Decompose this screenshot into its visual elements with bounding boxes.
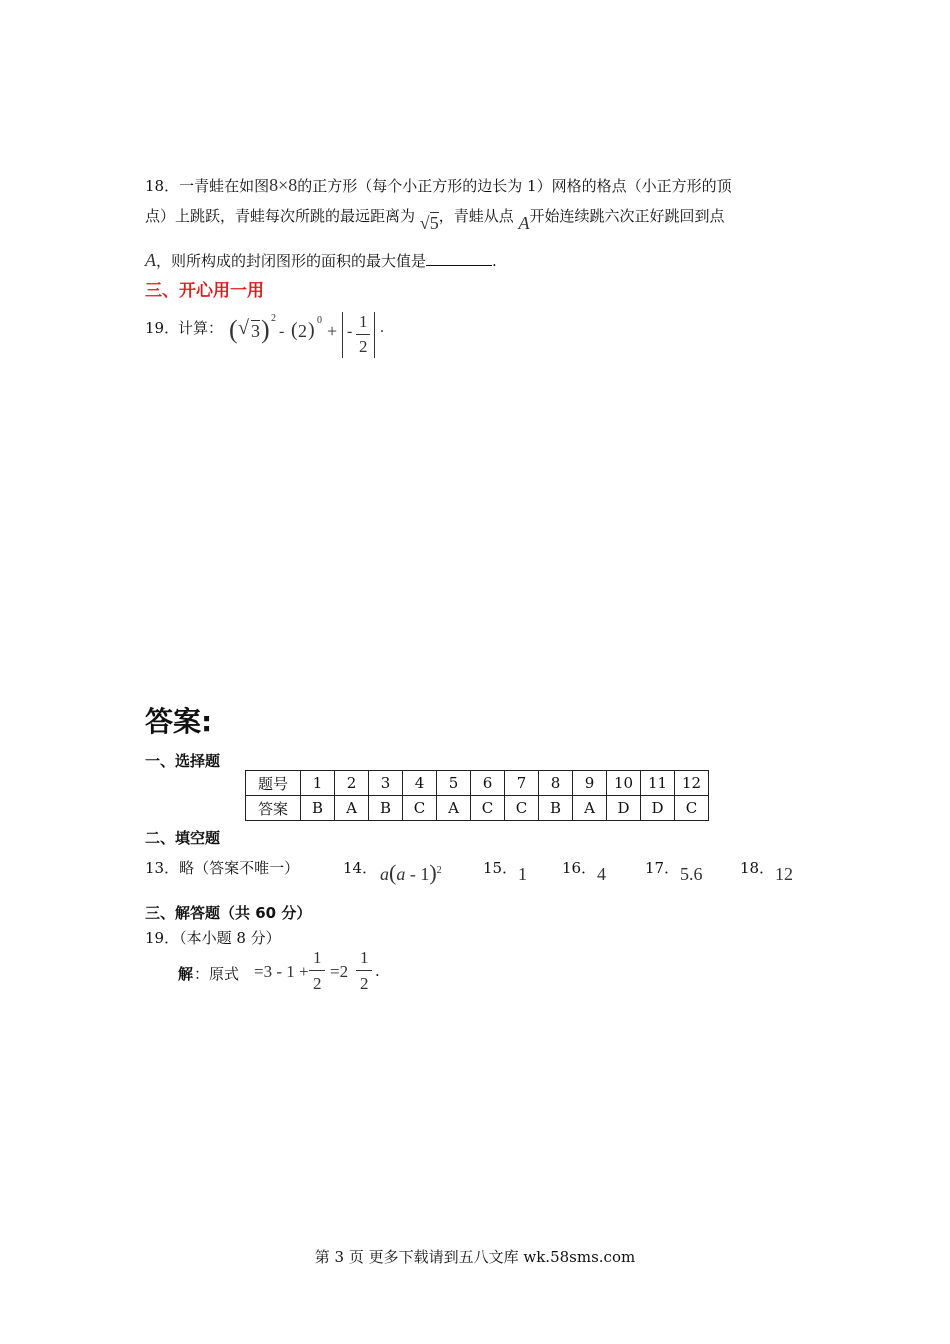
- q18-text-1a: 一青蛙在如图: [179, 177, 270, 195]
- q18-sqrt5: √5: [419, 213, 439, 233]
- q18-grid-size: 8×8: [269, 175, 298, 195]
- answer-cell: C: [403, 796, 437, 821]
- answer-19-solution: [178, 948, 438, 998]
- question-number-cell: 11: [641, 771, 675, 796]
- question-number-cell: 2: [335, 771, 369, 796]
- q18-answer-blank: [426, 251, 492, 266]
- fill-answer-15-value: 1: [518, 864, 527, 884]
- answers-section-1: 一、选择题: [145, 752, 221, 770]
- q18-point-a-2: A: [145, 250, 156, 270]
- table-header-cell: 答案: [246, 796, 301, 821]
- q19-number: 19．: [145, 319, 180, 337]
- fill-answer-14-expression: a(a - 1)$^2$: [380, 860, 442, 885]
- question-number-cell: 3: [369, 771, 403, 796]
- fill-answer-18: 18．: [740, 859, 775, 877]
- fill-answer-16-value: 4: [597, 864, 606, 884]
- fill-answer-17: 17．: [645, 859, 680, 877]
- answer-cell: A: [335, 796, 369, 821]
- q18-line3: A，则所构成的封闭图形的面积的最大值是 .: [145, 250, 497, 270]
- answer-cell: B: [301, 796, 335, 821]
- q19-label: 计算：: [178, 319, 224, 337]
- question-number-cell: 4: [403, 771, 437, 796]
- choice-answer-table: [245, 770, 709, 821]
- answer-cell: A: [437, 796, 471, 821]
- question-number-cell: 6: [471, 771, 505, 796]
- answer-cell: A: [573, 796, 607, 821]
- solution-step-1: =3 - 1 +: [254, 962, 309, 981]
- fill-answer-14: 14．: [343, 859, 378, 877]
- q18-line1: [145, 175, 732, 196]
- fill-answer-15: 15．: [483, 859, 518, 877]
- question-number-cell: 9: [573, 771, 607, 796]
- solution-mixed-bar: [356, 970, 372, 971]
- q18-number: 18．: [145, 177, 180, 195]
- solution-text: ：原式: [194, 965, 240, 983]
- answer-cell: D: [607, 796, 641, 821]
- table-header-cell: 题号: [246, 771, 301, 796]
- section-3-title: 三、开心用一用: [145, 281, 264, 301]
- solution-fraction-num: 1: [313, 948, 322, 967]
- fill-answer-13: 13．略（答案不唯一）: [145, 859, 300, 877]
- fill-answer-18-value: 12: [775, 864, 793, 884]
- q18-line2: [145, 205, 725, 233]
- answer-cell: C: [505, 796, 539, 821]
- answers-section-3: 三、解答题（共 60 分）: [145, 904, 312, 922]
- solution-end: .: [375, 962, 380, 980]
- solution-fraction-bar: [309, 970, 325, 971]
- q18-text-2b: ，青蛙从点: [438, 207, 514, 225]
- answer-cell: D: [641, 796, 675, 821]
- solution-mixed-den: 2: [360, 974, 369, 993]
- question-number-cell: 10: [607, 771, 641, 796]
- q19-expression: ( √ 3 ) 2 - ( 2 ) 0 + - 1 2 .: [229, 312, 384, 356]
- q18-text-3: ，则所构成的封闭图形的面积的最大值是: [156, 252, 427, 270]
- answer-cell: C: [471, 796, 505, 821]
- table-row: [246, 771, 709, 796]
- q18-text-2c: 开始连续跳六次正好跳回到点: [529, 207, 725, 225]
- q18-text-2a: 点）上跳跃，青蛙每次所跳的最远距离为: [145, 207, 416, 225]
- solution-fraction-den: 2: [313, 974, 322, 993]
- answer-cell: C: [675, 796, 709, 821]
- solution-label: 解: [178, 965, 194, 983]
- question-number-cell: 7: [505, 771, 539, 796]
- solution-mixed-num: 1: [360, 948, 369, 967]
- q18-text-1b: 的正方形（每个小正方形的边长为 1）网格的格点（小正方形的顶: [297, 177, 732, 195]
- answer-cell: B: [539, 796, 573, 821]
- solution-step-2: =2: [330, 962, 349, 981]
- question-number-cell: 8: [539, 771, 573, 796]
- answers-section-2: 二、填空题: [145, 829, 221, 847]
- question-number-cell: 12: [675, 771, 709, 796]
- table-row: [246, 796, 709, 821]
- answer-19-heading: 19．（本小题 8 分）: [145, 929, 281, 947]
- question-number-cell: 1: [301, 771, 335, 796]
- page-footer: 第 3 页 更多下载请到五八文库 wk.58sms.com: [314, 1248, 636, 1266]
- fill-answer-17-value: 5.6: [680, 864, 703, 884]
- q18-point-a: A: [518, 213, 530, 233]
- answer-cell: B: [369, 796, 403, 821]
- answers-title: 答案:: [145, 705, 213, 738]
- question-number-cell: 5: [437, 771, 471, 796]
- fill-answer-16: 16．: [562, 859, 597, 877]
